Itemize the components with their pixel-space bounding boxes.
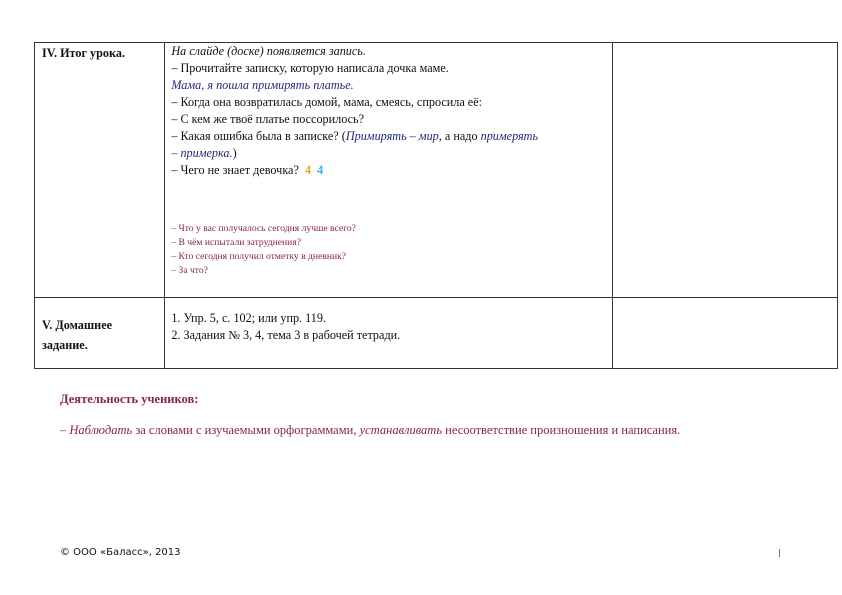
stage-cell-summary — [35, 43, 165, 298]
intro-line: На слайде (доске) появляется запись. — [171, 44, 366, 58]
reflection-question: – В чём испытали затруднения? — [171, 237, 301, 248]
text-segment: , а надо — [438, 129, 481, 143]
notes-cell-empty — [613, 298, 838, 369]
activity-text: за словами с изучаемыми орфограммами, — [132, 423, 360, 437]
activity-verb: устанавливать — [359, 423, 443, 437]
text-line: – С кем же твоё платье поссорилось? — [171, 112, 365, 126]
text-line — [171, 162, 612, 179]
activity-text: несоответствие произношения и написания. — [442, 423, 681, 437]
activity-verb: – Наблюдать — [60, 423, 133, 437]
highlight-segment: – примерка. — [171, 146, 233, 160]
stage-cell-homework — [35, 298, 165, 369]
number-badge-blue: 4 — [317, 163, 324, 177]
table-row — [35, 43, 838, 298]
reflection-question: – Кто сегодня получил отметку в дневник? — [171, 251, 347, 262]
lesson-plan-table — [34, 42, 838, 369]
text-line — [171, 128, 612, 145]
stage-title: IV. Итог урока. — [42, 46, 125, 60]
copyright-footer: © ООО «Баласс», 2013 — [60, 547, 181, 558]
content-cell-homework — [165, 298, 613, 369]
table-row — [35, 298, 838, 369]
content-cell-summary — [165, 43, 613, 298]
stage-title: задание. — [42, 338, 88, 352]
number-badge-orange: 4 — [304, 163, 312, 177]
highlight-segment: примерять — [480, 129, 539, 143]
page-edge-mark — [779, 549, 780, 557]
spacer — [171, 179, 612, 222]
homework-item: 1. Упр. 5, с. 102; или упр. 119. — [171, 311, 327, 325]
text-line — [171, 145, 612, 162]
reflection-question: – Что у вас получалось сегодня лучше всего? — [171, 223, 356, 234]
homework-item: 2. Задания № 3, 4, тема 3 в рабочей тетради. — [171, 328, 401, 342]
activity-heading: Деятельность учеников: — [60, 392, 199, 406]
activity-description — [60, 423, 680, 438]
text-segment: – Какая ошибка была в записке? ( — [171, 129, 346, 143]
reflection-question: – За что? — [171, 265, 208, 276]
text-line: – Когда она возвратилась домой, мама, смеясь, спросила её: — [171, 95, 483, 109]
note-line: Мама, я пошла примирять платье. — [171, 78, 354, 92]
highlight-segment: Примирять – мир — [345, 129, 439, 143]
text-line: – Прочитайте записку, которую написала дочка маме. — [171, 61, 449, 75]
notes-cell-empty — [613, 43, 838, 298]
text-segment: ) — [232, 146, 237, 160]
stage-title: V. Домашнее — [42, 318, 113, 332]
text-segment: – Чего не знает девочка? — [171, 163, 299, 177]
